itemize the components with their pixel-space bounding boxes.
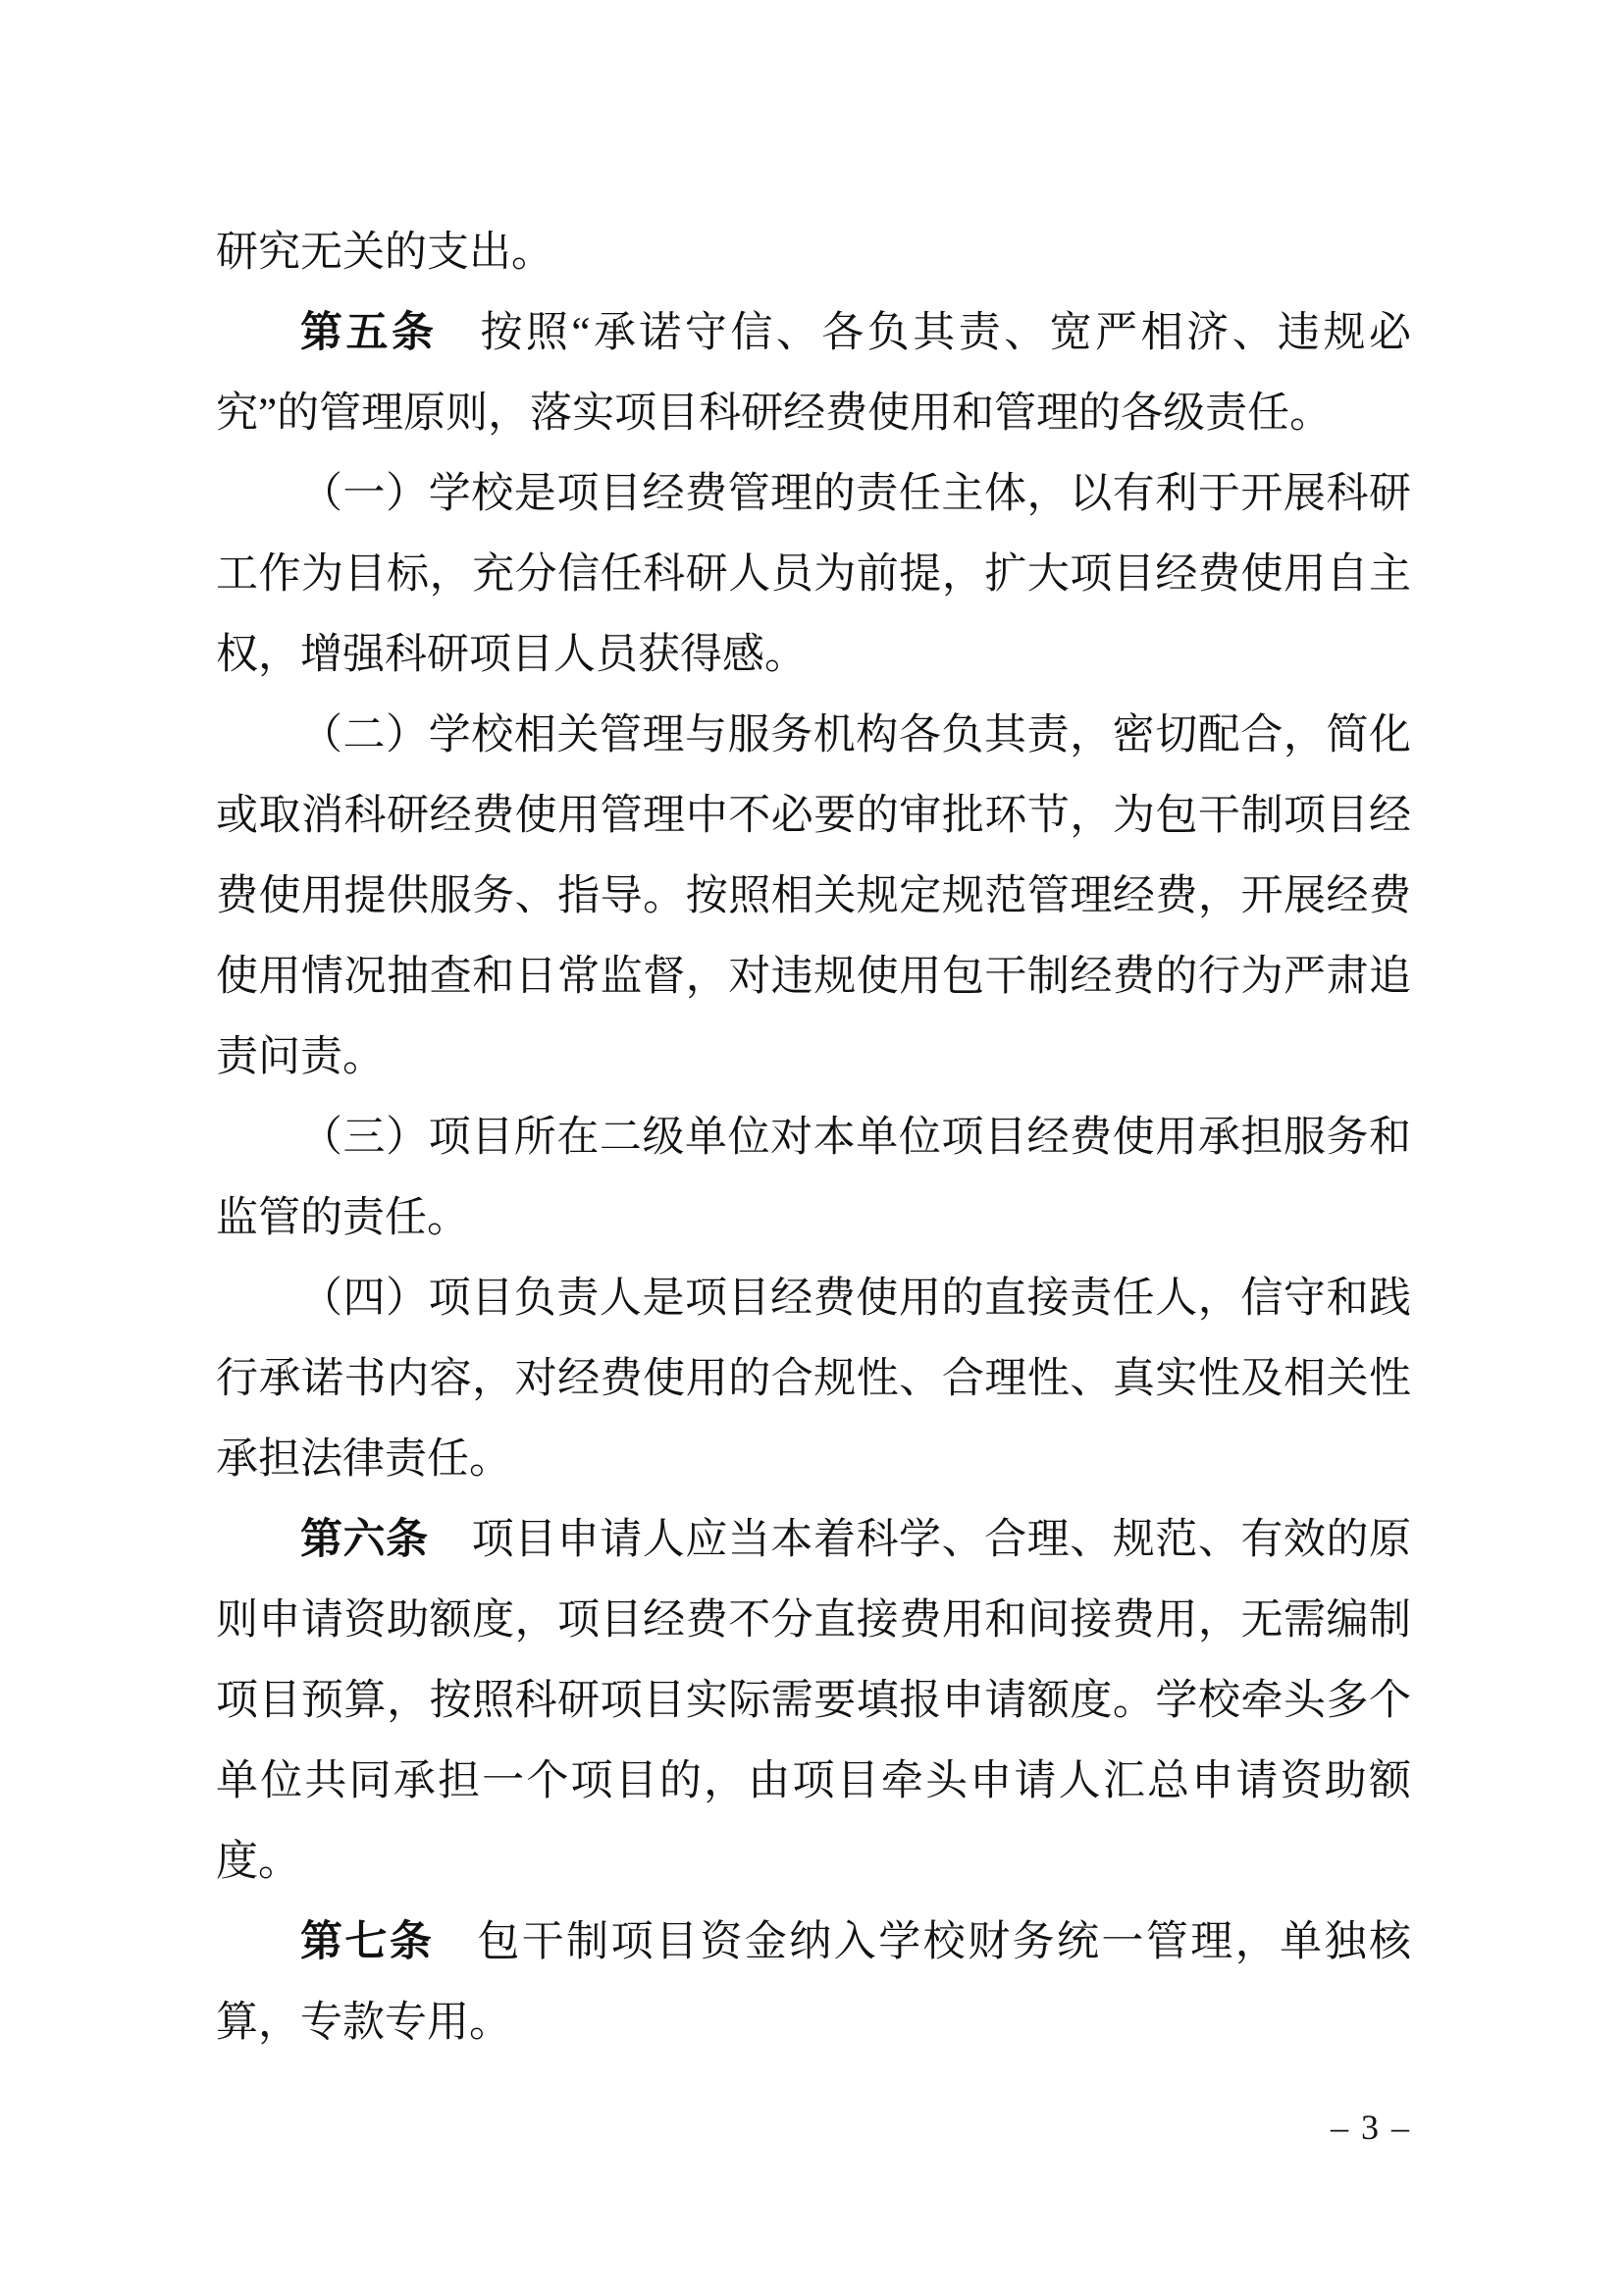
page-number: – 3 – xyxy=(1331,2108,1411,2147)
paragraph-item-2 xyxy=(216,696,1411,1098)
article-label: 第六条 xyxy=(300,1517,429,1563)
paragraph-text: 包干制项目资金纳入学校财务统一管理，单独核算，专款专用。 xyxy=(216,1919,1412,2046)
paragraph-text: 研究无关的支出。 xyxy=(216,230,553,276)
paragraph-article-7 xyxy=(216,1903,1411,2063)
paragraph-article-5 xyxy=(216,293,1411,454)
body-text xyxy=(216,213,1411,2063)
page-footer xyxy=(216,2106,1411,2149)
article-label: 第七条 xyxy=(300,1919,435,1965)
paragraph-item-3 xyxy=(216,1098,1411,1259)
paragraph-text: （二）学校相关管理与服务机构各负其责，密切配合，简化或取消科研经费使用管理中不必要的审批环节，为包干制项目经费使用提供服务、指导。按照相关规定规范管理经费，开展经费使用情况抽查和日常监督，对违规使用包干制经费的行为严肃追责问责。 xyxy=(216,712,1411,1080)
paragraph xyxy=(216,213,1411,293)
paragraph-text: 项目申请人应当本着科学、合理、规范、有效的原则申请资助额度，项目经费不分直接费用和间接费用，无需编制项目预算，按照科研项目实际需要填报申请额度。学校牵头多个单位共同承担一个项目的，由项目牵头申请人汇总申请资助额度。 xyxy=(216,1517,1411,1885)
article-label: 第五条 xyxy=(300,310,438,356)
paragraph-article-6 xyxy=(216,1500,1411,1903)
paragraph-item-4 xyxy=(216,1259,1411,1500)
paragraph-text: （三）项目所在二级单位对本单位项目经费使用承担服务和监管的责任。 xyxy=(216,1115,1411,1241)
paragraph-text: 按照“承诺守信、各负其责、宽严相济、违规必究”的管理原则，落实项目科研经费使用和管理的各级责任。 xyxy=(216,310,1412,437)
paragraph-text: （一）学校是项目经费管理的责任主体，以有利于开展科研工作为目标，充分信任科研人员为前提，扩大项目经费使用自主权，增强科研项目人员获得感。 xyxy=(216,471,1411,678)
paragraph-item-1 xyxy=(216,454,1411,696)
paragraph-text: （四）项目负责人是项目经费使用的直接责任人，信守和践行承诺书内容，对经费使用的合规性、合理性、真实性及相关性承担法律责任。 xyxy=(216,1276,1411,1483)
